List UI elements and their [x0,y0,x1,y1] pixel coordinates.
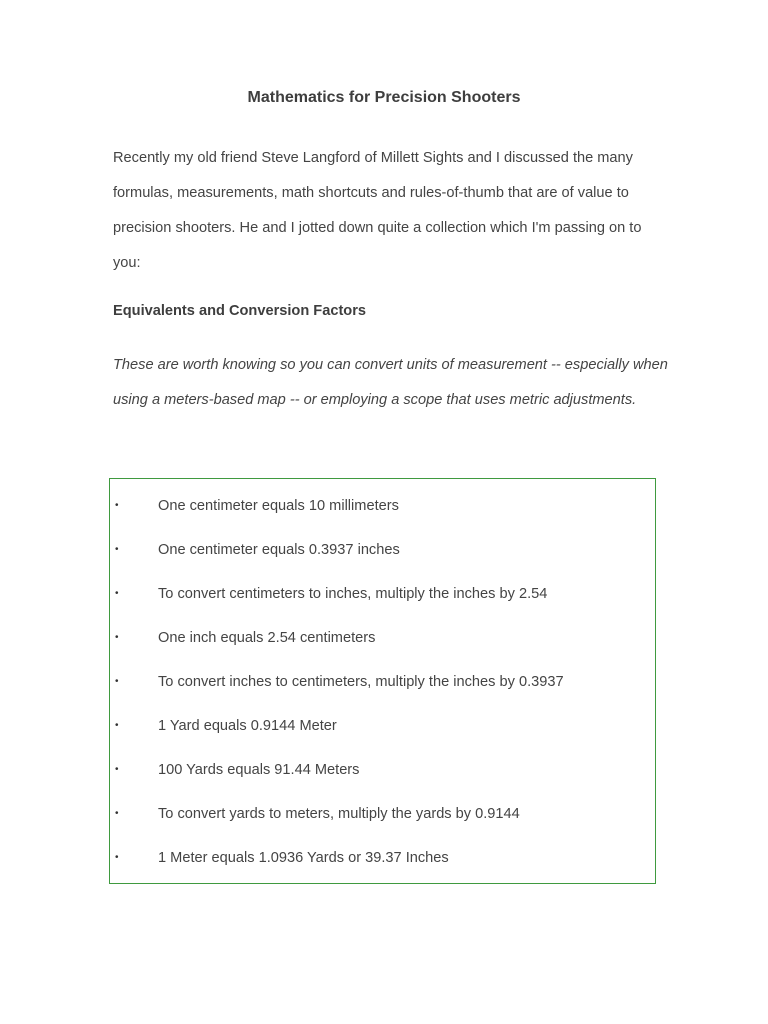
page-title: Mathematics for Precision Shooters [247,89,521,106]
section-note: These are worth knowing so you can convert units of measurement -- especially when using a meters-based map -- or employing a scope that uses metric adjustments. [113,357,668,408]
list-item-text: One centimeter equals 0.3937 inches [158,542,400,558]
list-item-text: To convert yards to meters, multiply the yards by 0.9144 [158,806,520,822]
list-item-text: One inch equals 2.54 centimeters [158,630,376,646]
list-item-text: To convert inches to centimeters, multiply the inches by 0.3937 [158,674,564,690]
list-item [110,627,655,671]
list-item-text: 1 Yard equals 0.9144 Meter [158,718,337,734]
section-heading: Equivalents and Conversion Factors [113,303,367,319]
list-item-text: One centimeter equals 10 millimeters [158,498,399,514]
bullet-icon: • [115,676,119,687]
bullet-icon: • [115,852,119,863]
list-item [110,847,655,891]
list-item-text: To convert centimeters to inches, multiply the inches by 2.54 [158,586,548,602]
bullet-icon: • [115,808,119,819]
bullet-icon: • [115,764,119,775]
list-item [110,495,655,539]
list-item [110,671,655,715]
conversion-list [110,495,655,891]
bullet-icon: • [115,588,119,599]
list-item-text: 1 Meter equals 1.0936 Yards or 39.37 Inches [158,850,449,866]
conversion-factors-box [109,478,656,884]
list-item [110,759,655,803]
intro-paragraph: Recently my old friend Steve Langford of Millett Sights and I discussed the many formulas, measurements, math shortcuts and rules-of-thumb that are of value to precision shooters. He and I jotted down quite a collection which I'm passing on to you: [113,150,642,271]
bullet-icon: • [115,720,119,731]
list-item [110,715,655,759]
list-item [110,803,655,847]
bullet-icon: • [115,544,119,555]
list-item [110,539,655,583]
list-item [110,583,655,627]
list-item-text: 100 Yards equals 91.44 Meters [158,762,360,778]
bullet-icon: • [115,632,119,643]
bullet-icon: • [115,500,119,511]
